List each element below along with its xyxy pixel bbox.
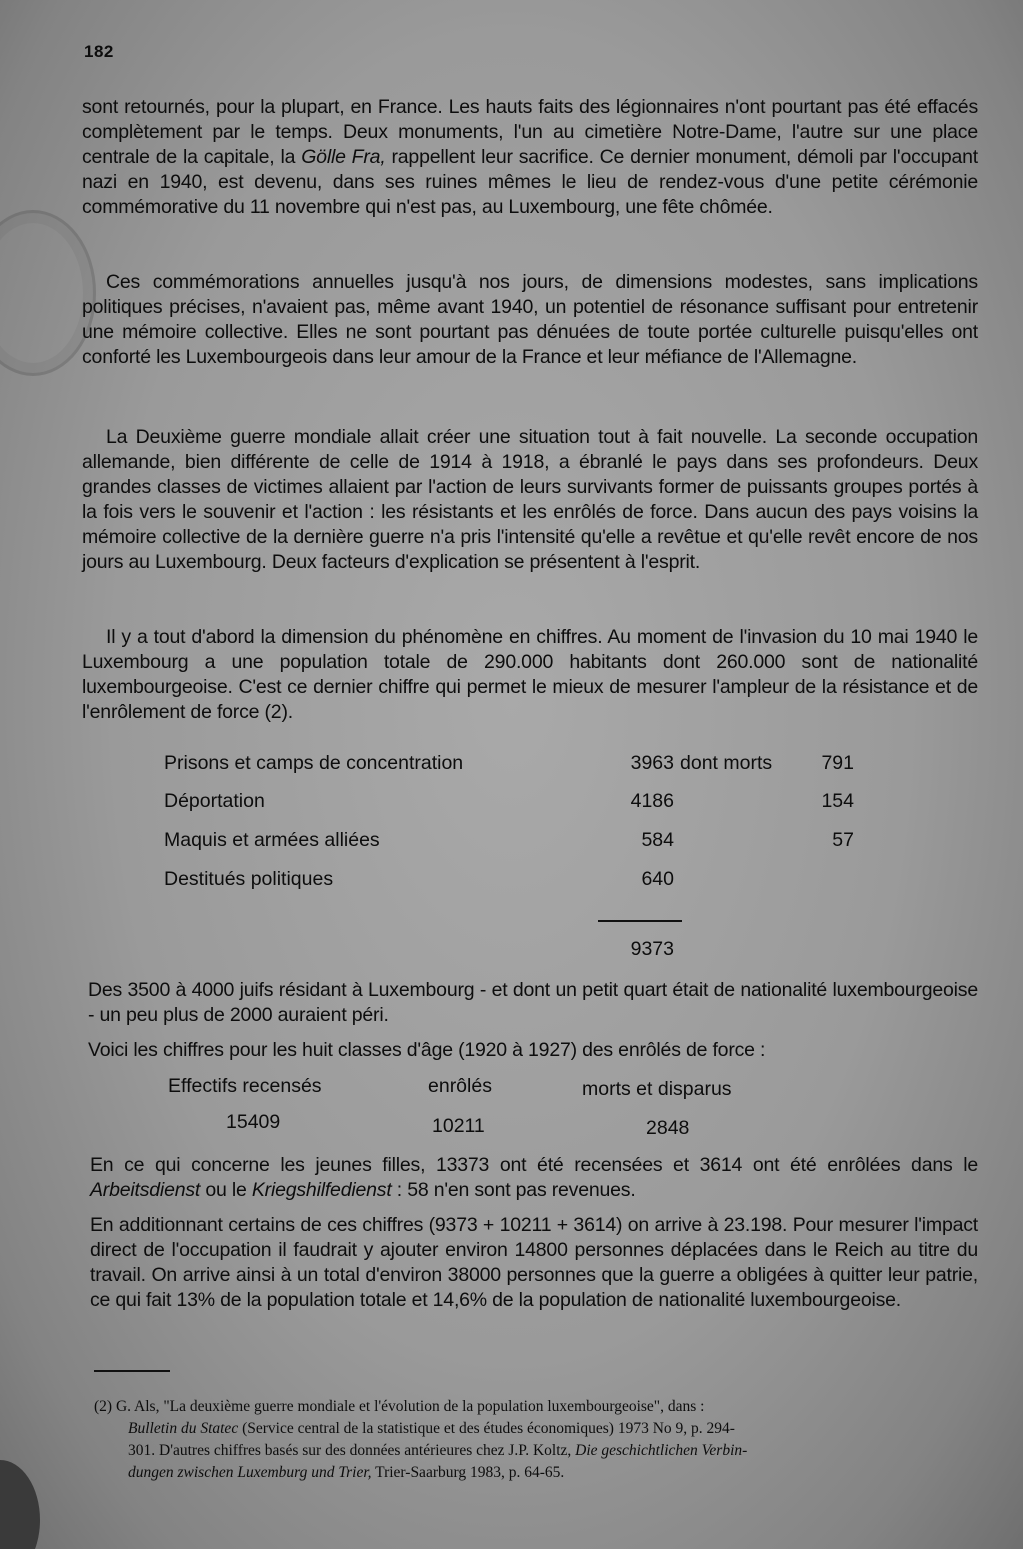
header-dead-missing: morts et disparus: [582, 1078, 732, 1100]
table-row: [0, 829, 1023, 855]
paragraph-conscripts-intro: Voici les chiffres pour les huit classes d'âge (1920 à 1927) des enrôlés de force :: [88, 1039, 766, 1061]
page-number: 182: [84, 42, 114, 61]
table-row: [0, 752, 1023, 778]
term-arbeitsdienst: Arbeitsdienst: [90, 1179, 201, 1201]
row-count: 4186: [630, 790, 674, 812]
sum-rule: [598, 920, 682, 922]
term-kriegshilfedienst: Kriegshilfedienst: [251, 1179, 392, 1201]
paragraph-second-world-war: La Deuxième guerre mondiale allait créer une situation tout à fait nouvelle. La seconde occupation allemande, bien différente de celle de 1914 à 1918, a ébranlé le pays dans ses profondeurs. Deux grandes classes de victimes allaient par l'action de leurs survivants former de puissants groupes portés à la fois vers le souvenir et l'action : les résistants et les enrôlés de force. Dans aucun des pays voisins la mémoire collective de la dernière guerre n'a pris l'intensité qu'elle a revêtue et qu'elle revêt encore de nos jours au Luxembourg. Deux facteurs d'explication se présentent à l'esprit.: [82, 426, 978, 573]
footnote-line: (2) G. Als, "La deuxième guerre mondiale et l'évolution de la population luxembourgeoise", dans :: [94, 1398, 705, 1415]
page-corner-shadow: [0, 1460, 40, 1549]
value-dead-missing: 2848: [646, 1117, 690, 1139]
paragraph-text: ou le: [200, 1179, 252, 1201]
row-count: 584: [641, 829, 674, 851]
row-label: Maquis et armées alliées: [164, 829, 380, 851]
row-deaths: 154: [821, 790, 854, 812]
paragraph-totals: En additionnant certains de ces chiffres (9373 + 10211 + 3614) on arrive à 23.198. Pour mesurer l'impact direct de l'occupation il faudrait y ajouter environ 14800 personnes déplacées dans le Reich au titre du travail. On arrive ainsi à un total d'environ 38000 personnes que la guerre a obligées à quitter leur patrie, ce qui fait 13% de la population totale et 14,6% de la population de nationalité luxembourgeoise.: [90, 1214, 978, 1311]
publication-title: Bulletin du Statec: [128, 1420, 239, 1437]
paragraph-legionnaires: [82, 95, 978, 220]
paragraph-text: : 58 n'en sont pas revenues.: [391, 1179, 636, 1201]
header-recensed: Effectifs recensés: [168, 1075, 322, 1097]
footnote-text: Trier-Saarburg 1983, p. 64-65.: [371, 1464, 565, 1481]
row-deaths: 57: [832, 829, 854, 851]
footnote-line: [94, 1418, 982, 1440]
footnote-line: [94, 1462, 982, 1484]
paragraph-text: En ce qui concerne les jeunes filles, 13373 ont été recensées et 3614 ont été enrôlées dans le: [90, 1154, 978, 1176]
row-label: Destitués politiques: [164, 868, 334, 890]
paragraph-jews: Des 3500 à 4000 juifs résidant à Luxembourg - et dont un petit quart était de nationalité luxembourgeoise - un peu plus de 2000 auraient péri.: [88, 979, 978, 1026]
book-title: dungen zwischen Luxemburg und Trier,: [128, 1464, 372, 1481]
row-label: Déportation: [164, 790, 265, 812]
paragraph-text: rappellent leur sacrifice. Ce dernier monument, démoli par l'occupant nazi en 1940, est devenu, dans ses ruines mêmes le lieu de rendez-vous d'une petite cérémonie commémorative du 11 novembre qui n'est pas, au Luxembourg, une fête chômée.: [82, 146, 978, 218]
paragraph-figures: Il y a tout d'abord la dimension du phénomène en chiffres. Au moment de l'invasion du 10 mai 1940 le Luxembourg a une population totale de 290.000 habitants dont 260.000 sont de nationalité luxembourgeoise. C'est ce dernier chiffre qui permet le mieux de mesurer l'ampleur de la résistance et de l'enrôlement de force (2).: [82, 626, 978, 723]
paragraph-text: sont retournés, pour la plupart, en France. Les hauts faits des légionnaires n'ont pourtant pas été effacés complètement par le temps. Deux monuments, l'un au cimetière Notre-Dame, l'autre sur une place centrale de la capitale, la: [82, 96, 978, 168]
book-title: Die geschichtlichen Verbin-: [575, 1442, 748, 1459]
row-label: Prisons et camps de concentration: [164, 752, 464, 774]
paragraph-young-women: [90, 1153, 978, 1203]
value-recensed: 15409: [226, 1111, 281, 1133]
paragraph-commemorations: Ces commémorations annuelles jusqu'à nos jours, de dimensions modestes, sans implications politiques précises, n'avaient pas, même avant 1940, un potentiel de résonance suffisant pour entretenir une mémoire collective. Elles ne sont pourtant pas dénuées de toute portée culturelle puisqu'elles ont conforté les Luxembourgeois dans leur amour de la France et leur méfiance de l'Allemagne.: [82, 271, 978, 368]
footnote-text: 301. D'autres chiffres basés sur des données antérieures chez J.P. Koltz,: [128, 1442, 576, 1459]
footnote-text: (Service central de la statistique et des études économiques) 1973 No 9, p. 294-: [238, 1420, 735, 1437]
footnote: [94, 1396, 982, 1484]
table-row: [0, 868, 1023, 894]
footnote-line: [94, 1440, 982, 1462]
monument-name: Gölle Fra,: [301, 146, 386, 168]
victims-total: 9373: [630, 938, 674, 960]
row-count: 640: [641, 868, 674, 890]
table-row: [0, 790, 1023, 816]
value-enrolled: 10211: [432, 1115, 485, 1137]
row-count: 3963: [630, 752, 674, 774]
footnote-rule: [94, 1370, 170, 1372]
header-enrolled: enrôlés: [428, 1075, 492, 1097]
row-suffix: dont morts: [680, 752, 773, 774]
row-deaths: 791: [821, 752, 854, 774]
